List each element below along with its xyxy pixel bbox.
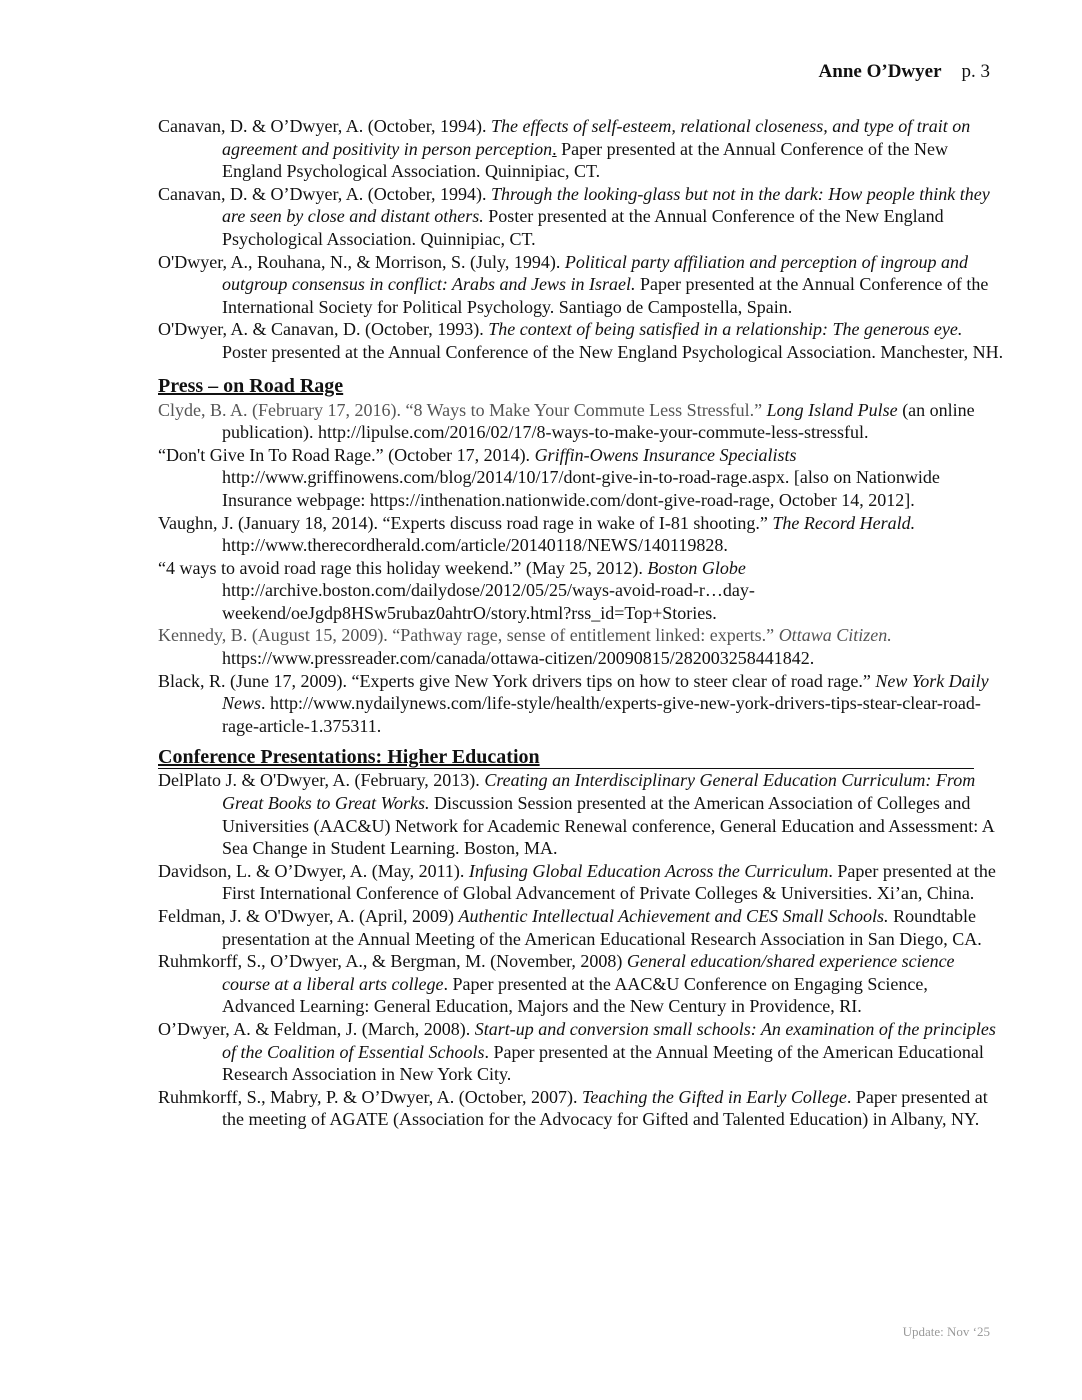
conference-entry (158, 905, 1004, 950)
press-details: http://www.therecordherald.com/article/20140118/NEWS/140119828. (222, 535, 728, 556)
press-entry (158, 512, 1004, 557)
entry-title: Start-up and conversion small schools: An examination of the principles of the Coalition of Essential Schools (222, 1018, 996, 1062)
page-header (819, 60, 990, 84)
press-outlet: Griffin-Owens Insurance Specialists (534, 444, 797, 465)
entry-authors: O'Dwyer, A. & Canavan, D. (October, 1993). (158, 319, 489, 340)
press-entry (158, 399, 1004, 444)
entry-title: Infusing Global Education Across the Curriculum (468, 860, 829, 881)
entry-details: . Paper presented at the AAC&U Conference on Engaging Science, Advanced Learning: General Education, Majors and the New Century in Providence, RI. (222, 973, 928, 1017)
press-entry (158, 444, 1004, 512)
presentation-entry (158, 318, 1004, 363)
entry-authors: Ruhmkorff, S., O’Dwyer, A., & Bergman, M. (November, 2008) (158, 951, 627, 972)
press-details: https://www.pressreader.com/canada/ottawa-citizen/20090815/282003258441842. (222, 648, 815, 669)
press-lead: “Don't Give In To Road Rage.” (October 17, 2014). (158, 444, 535, 465)
presentation-entry (158, 115, 1004, 183)
entry-authors: Ruhmkorff, S., Mabry, P. & O’Dwyer, A. (October, 2007). (158, 1086, 583, 1107)
press-lead: Vaughn, J. (January 18, 2014). “Experts discuss road rage in wake of I-81 shooting.” (158, 512, 773, 533)
entry-details: Roundtable presentation at the Annual Meeting of the American Educational Research Association in San Diego, CA. (222, 906, 982, 949)
press-details: (an online publication). http://lipulse.com/2016/02/17/8-ways-to-make-your-commute-less-stressful. (222, 399, 975, 443)
entry-authors: Davidson, L. & O’Dwyer, A. (May, 2011). (158, 860, 469, 881)
press-lead: Clyde, B. A. (February 17, 2016). “8 Ways to Make Your Commute Less Stressful.” (158, 399, 767, 420)
press-lead: Kennedy, B. (August 15, 2009). “Pathway rage, sense of entitlement linked: experts.” (158, 625, 779, 646)
conference-entry (158, 1086, 1004, 1131)
update-footer: Update: Nov ‘25 (902, 1324, 990, 1339)
entry-details: . Paper presented at the meeting of AGATE (Association for the Advocacy for Gifted and Talented Education) in Albany, NY. (222, 1086, 988, 1130)
entry-title: General education/shared experience science course at a liberal arts college (222, 951, 955, 994)
presentation-entry (158, 251, 1004, 319)
presentation-entry (158, 183, 1004, 251)
press-lead: Black, R. (June 17, 2009). “Experts give New York drivers tips on how to steer clear of road rage.” (158, 670, 876, 691)
conference-heading-text: Conference Presentations: Higher Education (158, 746, 540, 769)
press-details: http://archive.boston.com/dailydose/2012/05/25/ways-avoid-road-r…day-weekend/oeJgdp8HSw5rubaz0ahtrO/story.html?rss_id=Top+Stories. (222, 580, 755, 623)
entry-title: Political party affiliation and perception of ingroup and outgroup consensus in conflict: Arabs and Jews in Israel. (222, 251, 968, 295)
entry-authors: O'Dwyer, A., Rouhana, N., & Morrison, S. (July, 1994). (158, 251, 565, 272)
press-outlet: Long Island Pulse (766, 399, 898, 420)
press-entry (158, 624, 1004, 669)
press-heading: Press – on Road Rage (158, 374, 344, 397)
cv-content (158, 115, 1004, 1131)
entry-title: Authentic Intellectual Achievement and CES Small Schools. (458, 906, 889, 926)
entry-details: Poster presented at the Annual Conference of the New England Psychological Association. Manchester, NH. (222, 341, 1004, 362)
press-entry (158, 557, 1004, 625)
author-name: Anne O’Dwyer (818, 61, 942, 82)
press-outlet: New York Daily News (222, 670, 989, 714)
conference-heading (158, 746, 974, 769)
conference-entry (158, 950, 1004, 1018)
conference-entry (158, 860, 1004, 905)
press-lead: “4 ways to avoid road rage this holiday weekend.” (May 25, 2012). (158, 557, 648, 578)
press-outlet: Ottawa Citizen. (778, 625, 892, 646)
entry-authors: Feldman, J. & O'Dwyer, A. (April, 2009) (158, 906, 459, 926)
entry-authors: Canavan, D. & O’Dwyer, A. (October, 1994). (158, 116, 491, 136)
entry-title: The effects of self-esteem, relational closeness, and type of trait on agreement and positivity in person perception (222, 116, 971, 159)
entry-authors: Canavan, D. & O’Dwyer, A. (October, 1994). (158, 183, 491, 204)
press-outlet: The Record Herald. (772, 512, 916, 533)
entry-details: . Paper presented at the First International Conference of Global Advancement of Private Colleges & Universities. Xi’an, China. (222, 860, 996, 904)
entry-details: Poster presented at the Annual Conference of the New England Psychological Association. Quinnipiac, CT. (222, 206, 944, 249)
press-details: http://www.griffinowens.com/blog/2014/10/17/dont-give-in-to-road-rage.aspx. [also on Nationwide Insurance webpage: https://inthenation.nationwide.com/dont-give-road-rage, October 14, 2012]. (222, 467, 940, 510)
entry-mark: . (552, 138, 557, 159)
conference-entry (158, 769, 1004, 859)
entry-authors: O’Dwyer, A. & Feldman, J. (March, 2008). (158, 1018, 475, 1039)
entry-title: Creating an Interdisciplinary General Education Curriculum: From Great Books to Great Works. (222, 770, 976, 814)
press-outlet: Boston Globe (647, 557, 746, 578)
entry-title: Through the looking-glass but not in the dark: How people think they are seen by close and distant others. (222, 183, 990, 227)
entry-title: The context of being satisfied in a relationship: The generous eye. (488, 319, 963, 340)
entry-authors: DelPlato J. & O'Dwyer, A. (February, 2013). (158, 770, 485, 791)
entry-details: Paper presented at the Annual Conference of the International Society for Political Psychology. Santiago de Campostella, Spain. (222, 274, 989, 317)
page-number: p. 3 (961, 61, 990, 82)
press-details: . http://www.nydailynews.com/life-style/health/experts-give-new-york-drivers-tips-stear-clear-road-rage-article-1.375311. (222, 693, 981, 736)
entry-details: Paper presented at the Annual Conference of the New England Psychological Association. Quinnipiac, CT. (222, 138, 948, 182)
press-entry (158, 670, 1004, 738)
entry-details: Discussion Session presented at the American Association of Colleges and Universities (AAC&U) Network for Academic Renewal conference, General Education and Assessment: A Sea Change in Student Learning. Boston, MA. (222, 793, 994, 859)
entry-details: . Paper presented at the Annual Meeting of the American Educational Research Association in New York City. (222, 1041, 984, 1085)
conference-entry (158, 1018, 1004, 1086)
entry-title: Teaching the Gifted in Early College (582, 1086, 847, 1107)
